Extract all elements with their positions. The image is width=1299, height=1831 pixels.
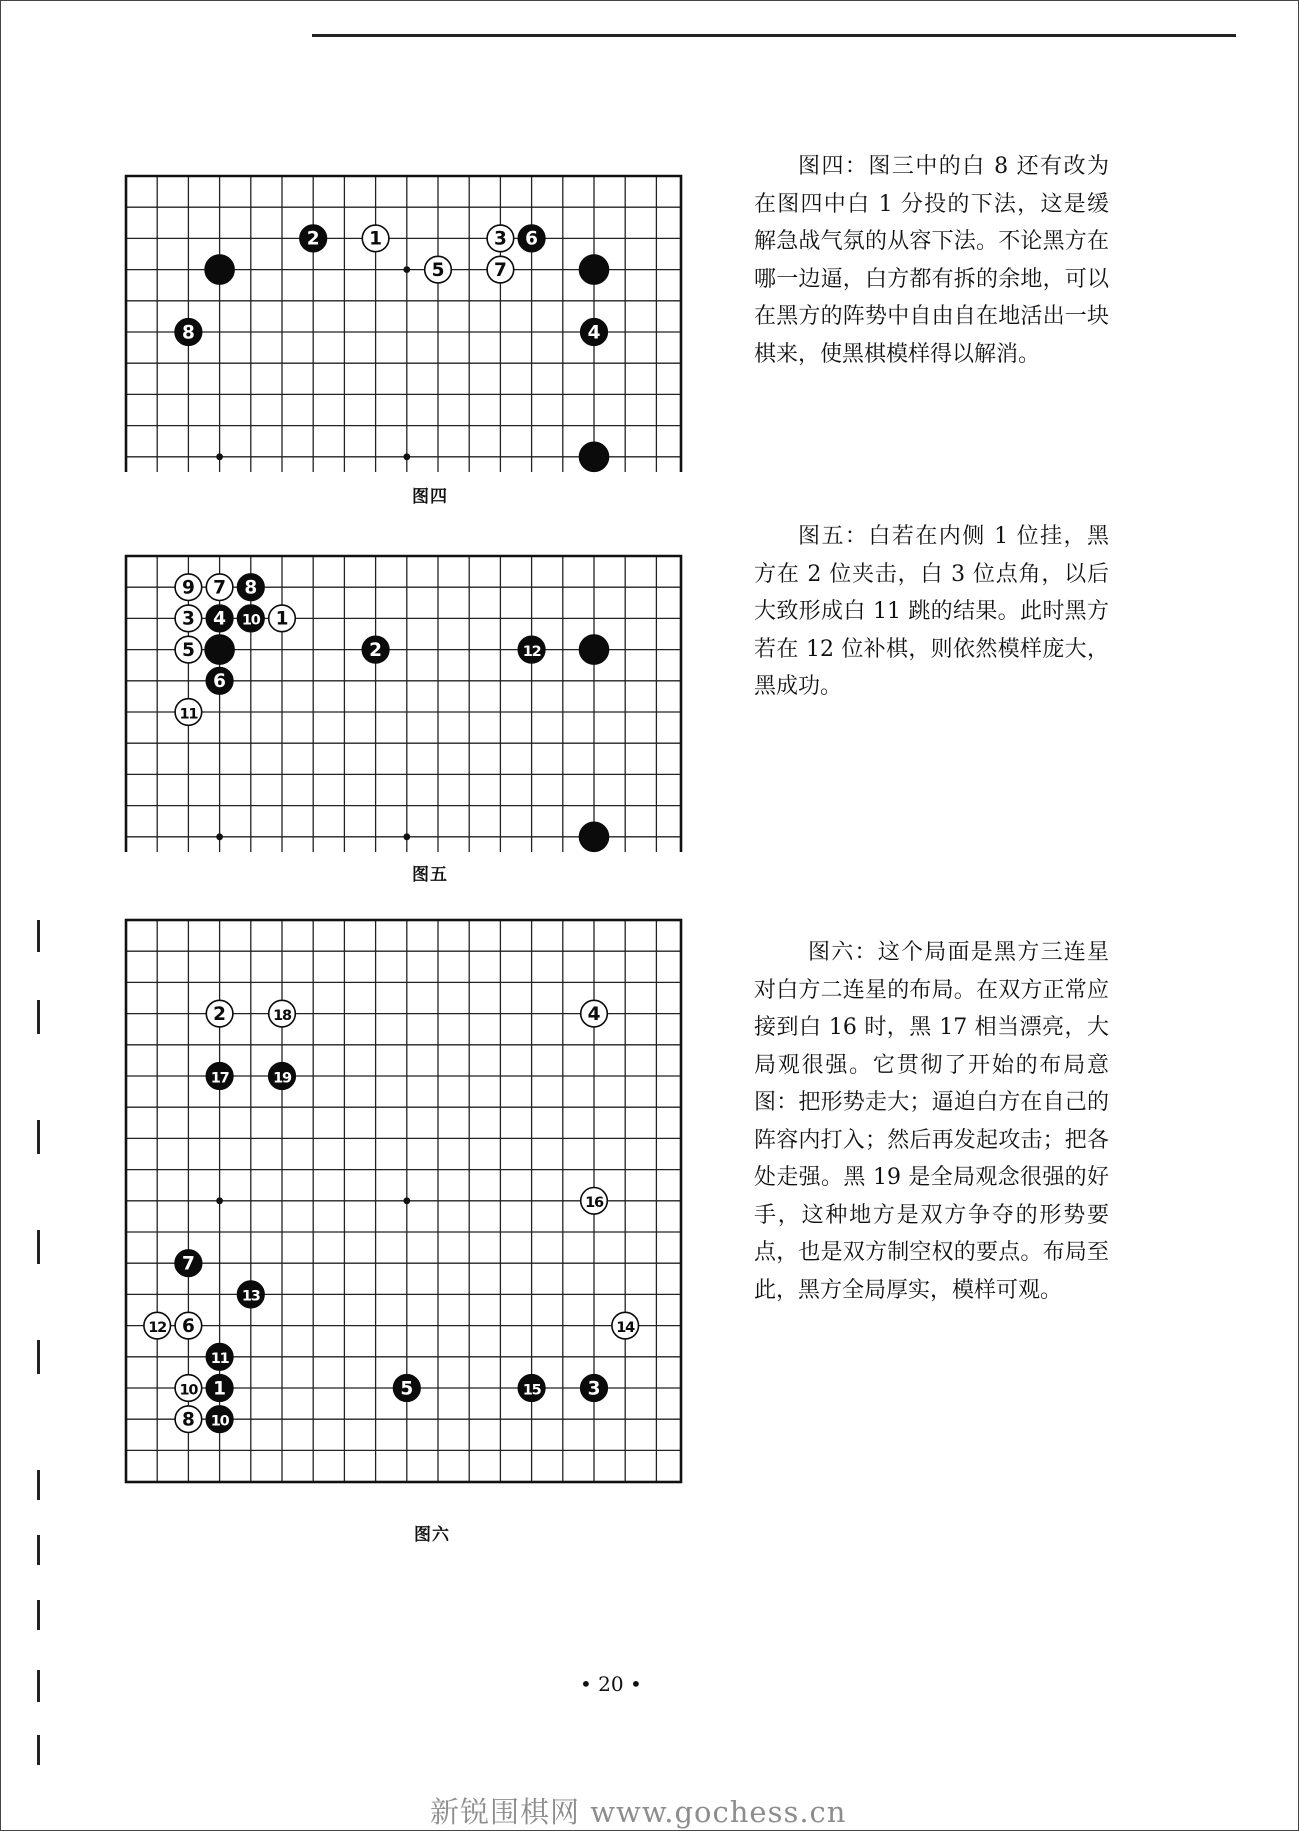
white-stone-12 (144, 1312, 171, 1339)
black-stone-17 (206, 1063, 233, 1090)
black-stone-6 (206, 668, 233, 695)
white-stone-6 (175, 1312, 202, 1339)
stone-number: 5 (181, 639, 195, 661)
white-stone-11 (175, 699, 202, 726)
stone-number: 1 (213, 1378, 227, 1400)
site-watermark: 新锐围棋网 www.gochess.cn (430, 1795, 847, 1829)
star-point (216, 1197, 223, 1204)
go-board-figure-4-svg (126, 176, 686, 476)
figure-4-caption: 图四 (412, 487, 448, 507)
stone-disc (580, 255, 609, 284)
black-stone-4 (206, 605, 233, 632)
black-stone-3 (581, 1375, 608, 1402)
stone-number: 6 (213, 671, 227, 693)
figure-5-description: 图五：白若在内侧 1 位挂，黑方在 2 位夹击，白 3 位点角，以后大致形成白 11 跳的结果。此时黑方若在 12 位补棋，则依然模样庞大，黑成功。 (754, 524, 1109, 699)
stone-number: 7 (493, 259, 507, 281)
stone-number: 5 (431, 259, 445, 281)
stone-number: 15 (522, 1382, 541, 1399)
black-stone-15 (518, 1375, 545, 1402)
white-stone-5 (425, 256, 452, 283)
scan-margin-mark (37, 1470, 40, 1500)
white-stone-14 (612, 1312, 639, 1339)
stone-number: 18 (273, 1007, 291, 1024)
stone-number: 13 (241, 1288, 260, 1305)
black-stone-12 (518, 636, 545, 663)
stone-number: 10 (241, 612, 260, 629)
black-stone-10 (238, 605, 265, 632)
white-stone-18 (269, 1000, 296, 1027)
scan-margin-mark (37, 1735, 40, 1765)
stone-number: 7 (181, 1253, 195, 1275)
board-edge (126, 556, 681, 852)
scan-margin-mark (37, 1230, 40, 1264)
scan-margin-mark (37, 1670, 40, 1702)
stone-number: 3 (493, 228, 507, 250)
stone-number: 12 (148, 1319, 167, 1336)
black-stone (580, 442, 609, 471)
star-point (403, 1197, 410, 1204)
figure-6-description: 图六：这个局面是黑方三连星对白方二连星的布局。在双方正常应接到白 16 时，黑 17 相当漂亮，大局观很强。它贯彻了开始的布局意图：把形势走大；逼迫白方在自己的阵容内打入；然后再发起攻击；把各处走强。黑 19 是全局观念很强的好手，这种地方是双方争夺的形势要点，也是双方制空权的要点。布局至此，黑方全局厚实，模样可观。 (754, 940, 1109, 1303)
figure-6-caption: 图六 (414, 1525, 450, 1545)
stone-number: 3 (587, 1378, 601, 1400)
figure-5-caption: 图五 (412, 865, 448, 885)
scan-margin-mark (37, 1120, 40, 1154)
black-stone-8 (175, 319, 202, 346)
black-stone (205, 635, 234, 664)
black-stone-11 (206, 1344, 233, 1371)
black-stone (580, 635, 609, 664)
scan-margin-mark (37, 920, 40, 952)
white-stone-5 (175, 636, 202, 663)
white-stone-1 (362, 225, 389, 252)
black-stone (580, 822, 609, 851)
stone-number: 6 (525, 228, 539, 250)
stone-number: 8 (181, 322, 195, 344)
stone-number: 8 (244, 577, 258, 599)
stone-number: 7 (213, 577, 227, 599)
white-stone-1 (269, 605, 296, 632)
page-number: • 20 • (580, 1672, 642, 1696)
black-stone-7 (175, 1250, 202, 1277)
star-point (216, 453, 223, 460)
stone-number: 2 (306, 228, 320, 250)
scan-margin-mark (37, 1535, 40, 1565)
go-board-figure-4 (126, 176, 686, 476)
header-rule (312, 34, 1236, 37)
white-stone-7 (206, 574, 233, 601)
stone-number: 6 (181, 1315, 195, 1337)
star-point (403, 266, 410, 273)
black-stone (580, 255, 609, 284)
stone-disc (205, 255, 234, 284)
white-stone-8 (175, 1406, 202, 1433)
scan-margin-mark (37, 1600, 40, 1630)
stone-number: 4 (213, 608, 227, 630)
stone-disc (580, 442, 609, 471)
stone-number: 2 (213, 1003, 227, 1025)
go-board-figure-5-svg (126, 556, 686, 856)
black-stone-2 (300, 225, 327, 252)
scan-margin-mark (37, 1340, 40, 1374)
scan-margin-mark (37, 1000, 40, 1034)
stone-number: 9 (181, 577, 195, 599)
black-stone-13 (238, 1281, 265, 1308)
stone-disc (580, 635, 609, 664)
white-stone-9 (175, 574, 202, 601)
white-stone-3 (487, 225, 514, 252)
stone-disc (205, 635, 234, 664)
stone-number: 5 (400, 1378, 414, 1400)
stone-number: 11 (210, 1351, 229, 1368)
stone-number: 11 (179, 706, 198, 723)
stone-number: 19 (273, 1070, 291, 1087)
stone-number: 1 (275, 608, 289, 630)
go-board-figure-6 (126, 920, 686, 1490)
go-board-figure-5 (126, 556, 686, 856)
stone-number: 3 (181, 608, 195, 630)
white-stone-4 (581, 1000, 608, 1027)
white-stone-2 (206, 1000, 233, 1027)
white-stone-16 (581, 1188, 608, 1215)
stone-number: 4 (587, 1003, 601, 1025)
black-stone-5 (394, 1375, 421, 1402)
star-point (403, 833, 410, 840)
stone-disc (580, 822, 609, 851)
black-stone-10 (206, 1406, 233, 1433)
stone-number: 8 (181, 1409, 195, 1431)
black-stone-8 (238, 574, 265, 601)
stone-number: 4 (587, 322, 601, 344)
black-stone-2 (362, 636, 389, 663)
white-stone-3 (175, 605, 202, 632)
stone-number: 10 (210, 1413, 229, 1430)
white-stone-10 (175, 1375, 202, 1402)
black-stone (205, 255, 234, 284)
star-point (403, 453, 410, 460)
stone-number: 2 (369, 639, 383, 661)
white-stone-7 (487, 256, 514, 283)
black-stone-4 (581, 319, 608, 346)
black-stone-1 (206, 1375, 233, 1402)
black-stone-19 (269, 1063, 296, 1090)
stone-number: 10 (179, 1382, 198, 1399)
stone-number: 16 (585, 1195, 603, 1212)
board-grid (126, 556, 681, 852)
stone-number: 1 (369, 228, 383, 250)
star-point (216, 833, 223, 840)
stone-number: 14 (616, 1319, 635, 1336)
black-stone-6 (518, 225, 545, 252)
go-board-figure-6-svg (126, 920, 686, 1490)
stone-number: 17 (210, 1070, 229, 1087)
figure-4-description: 图四：图三中的白 8 还有改为在图四中白 1 分投的下法，这是缓解急战气氛的从容下法。不论黑方在哪一边逼，白方都有拆的余地，可以在黑方的阵势中自由自在地活出一块棋来，使黑棋模样得以解消。 (754, 154, 1109, 367)
stone-number: 12 (522, 643, 541, 660)
